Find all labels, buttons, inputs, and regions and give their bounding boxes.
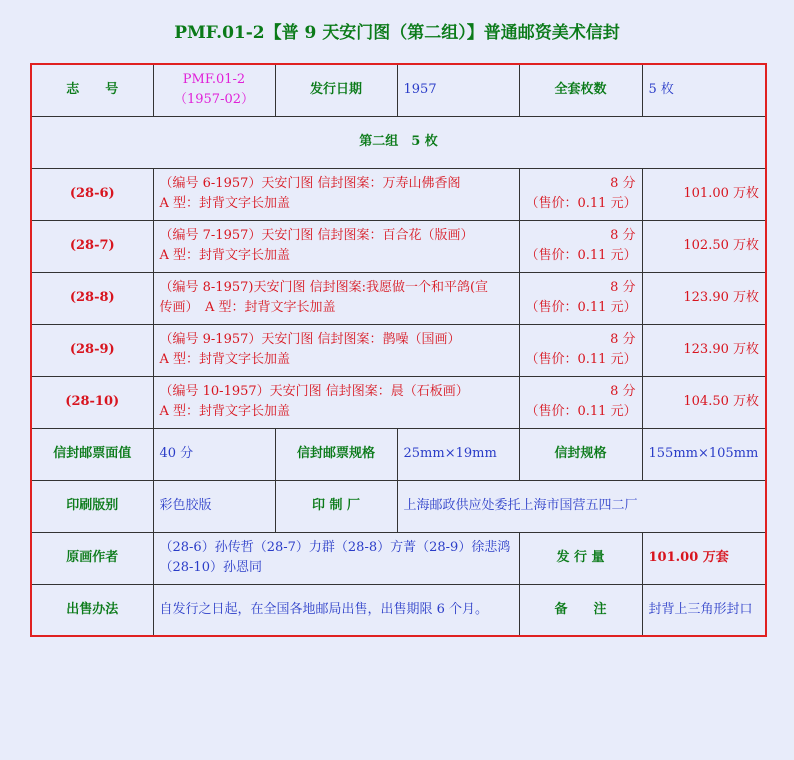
issue-quantity-value: 101.00 万套	[642, 532, 766, 584]
item-description-line2: A 型：封背文字长加盖	[159, 404, 291, 419]
face-value-label: 信封邮票面值	[31, 428, 153, 480]
artist-label: 原画作者	[31, 532, 153, 584]
sale-method-value: 自发行之日起，在全国各地邮局出售，出售期限 6 个月。	[153, 584, 519, 636]
item-row	[31, 324, 766, 376]
item-quantity: 101.00 万枚	[642, 168, 766, 220]
envelope-size-label: 信封规格	[519, 428, 642, 480]
group-label: 第二组 5 枚	[31, 116, 766, 168]
code-value-line1: PMF.01-2	[182, 72, 246, 88]
face-value: 40 分	[153, 428, 275, 480]
item-row	[31, 272, 766, 324]
item-price	[519, 220, 642, 272]
item-sale-price: （售价：0.11 元）	[525, 404, 637, 419]
artist-value-line2: （28-10）孙恩同	[159, 560, 262, 575]
item-description-line2: A 型：封背文字长加盖	[159, 196, 291, 211]
print-method-value: 彩色胶版	[153, 480, 275, 532]
item-description	[153, 324, 519, 376]
note-value: 封背上三角形封口	[642, 584, 766, 636]
item-description	[153, 272, 519, 324]
code-value-line2: （1957-02）	[173, 92, 255, 108]
group-row	[31, 116, 766, 168]
stamp-info-table	[30, 63, 767, 637]
item-description-line1: （编号 8-1957)天安门图 信封图案:我愿做一个和平鸽(宣	[159, 280, 489, 295]
sale-method-label: 出售办法	[31, 584, 153, 636]
item-number: (28-10)	[31, 376, 153, 428]
item-description-line1: （编号 6-1957）天安门图 信封图案：万寿山佛香阁	[159, 176, 461, 191]
item-number: (28-6)	[31, 168, 153, 220]
item-price	[519, 168, 642, 220]
item-price	[519, 272, 642, 324]
date-value: 1957	[397, 64, 519, 116]
item-sale-price: （售价：0.11 元）	[525, 196, 637, 211]
item-description	[153, 376, 519, 428]
print-row	[31, 480, 766, 532]
item-description-line1: （编号 7-1957）天安门图 信封图案：百合花（版画）	[159, 228, 474, 243]
code-label: 志 号	[31, 64, 153, 116]
print-method-label: 印刷版别	[31, 480, 153, 532]
item-face-value: 8 分	[610, 228, 636, 243]
item-price	[519, 324, 642, 376]
issue-quantity-label: 发 行 量	[519, 532, 642, 584]
item-description	[153, 220, 519, 272]
item-number: (28-7)	[31, 220, 153, 272]
factory-label: 印 制 厂	[275, 480, 397, 532]
item-sale-price: （售价：0.11 元）	[525, 300, 637, 315]
item-description-line2: 传画） A 型：封背文字长加盖	[159, 300, 336, 315]
item-quantity: 102.50 万枚	[642, 220, 766, 272]
item-number: (28-9)	[31, 324, 153, 376]
stamp-size-label: 信封邮票规格	[275, 428, 397, 480]
item-face-value: 8 分	[610, 280, 636, 295]
sale-row	[31, 584, 766, 636]
item-sale-price: （售价：0.11 元）	[525, 352, 637, 367]
item-row	[31, 220, 766, 272]
header-row	[31, 64, 766, 116]
date-label: 发行日期	[275, 64, 397, 116]
set-count-value: 5 枚	[642, 64, 766, 116]
item-row	[31, 168, 766, 220]
item-face-value: 8 分	[610, 332, 636, 347]
factory-value: 上海邮政供应处委托上海市国营五四二厂	[397, 480, 766, 532]
page-title: PMF.01-2【普 9 天安门图（第二组）】普通邮资美术信封	[174, 23, 620, 43]
artist-value	[153, 532, 519, 584]
item-face-value: 8 分	[610, 176, 636, 191]
note-label: 备 注	[519, 584, 642, 636]
item-sale-price: （售价：0.11 元）	[525, 248, 637, 263]
item-price	[519, 376, 642, 428]
item-description-line2: A 型：封背文字长加盖	[159, 352, 291, 367]
item-description-line1: （编号 10-1957）天安门图 信封图案：晨（石板画）	[159, 384, 469, 399]
code-value	[153, 64, 275, 116]
item-description-line1: （编号 9-1957）天安门图 信封图案：鹊噪（国画）	[159, 332, 461, 347]
envelope-size-value: 155mm×105mm	[642, 428, 766, 480]
item-face-value: 8 分	[610, 384, 636, 399]
artist-value-line1: （28-6）孙传哲（28-7）力群（28-8）方菁（28-9）徐悲鸿	[159, 540, 511, 555]
item-number: (28-8)	[31, 272, 153, 324]
item-quantity: 123.90 万枚	[642, 324, 766, 376]
item-row	[31, 376, 766, 428]
item-description	[153, 168, 519, 220]
item-quantity: 104.50 万枚	[642, 376, 766, 428]
artist-row	[31, 532, 766, 584]
set-count-label: 全套枚数	[519, 64, 642, 116]
item-description-line2: A 型：封背文字长加盖	[159, 248, 291, 263]
stamp-size-value: 25mm×19mm	[397, 428, 519, 480]
specs-row	[31, 428, 766, 480]
item-quantity: 123.90 万枚	[642, 272, 766, 324]
